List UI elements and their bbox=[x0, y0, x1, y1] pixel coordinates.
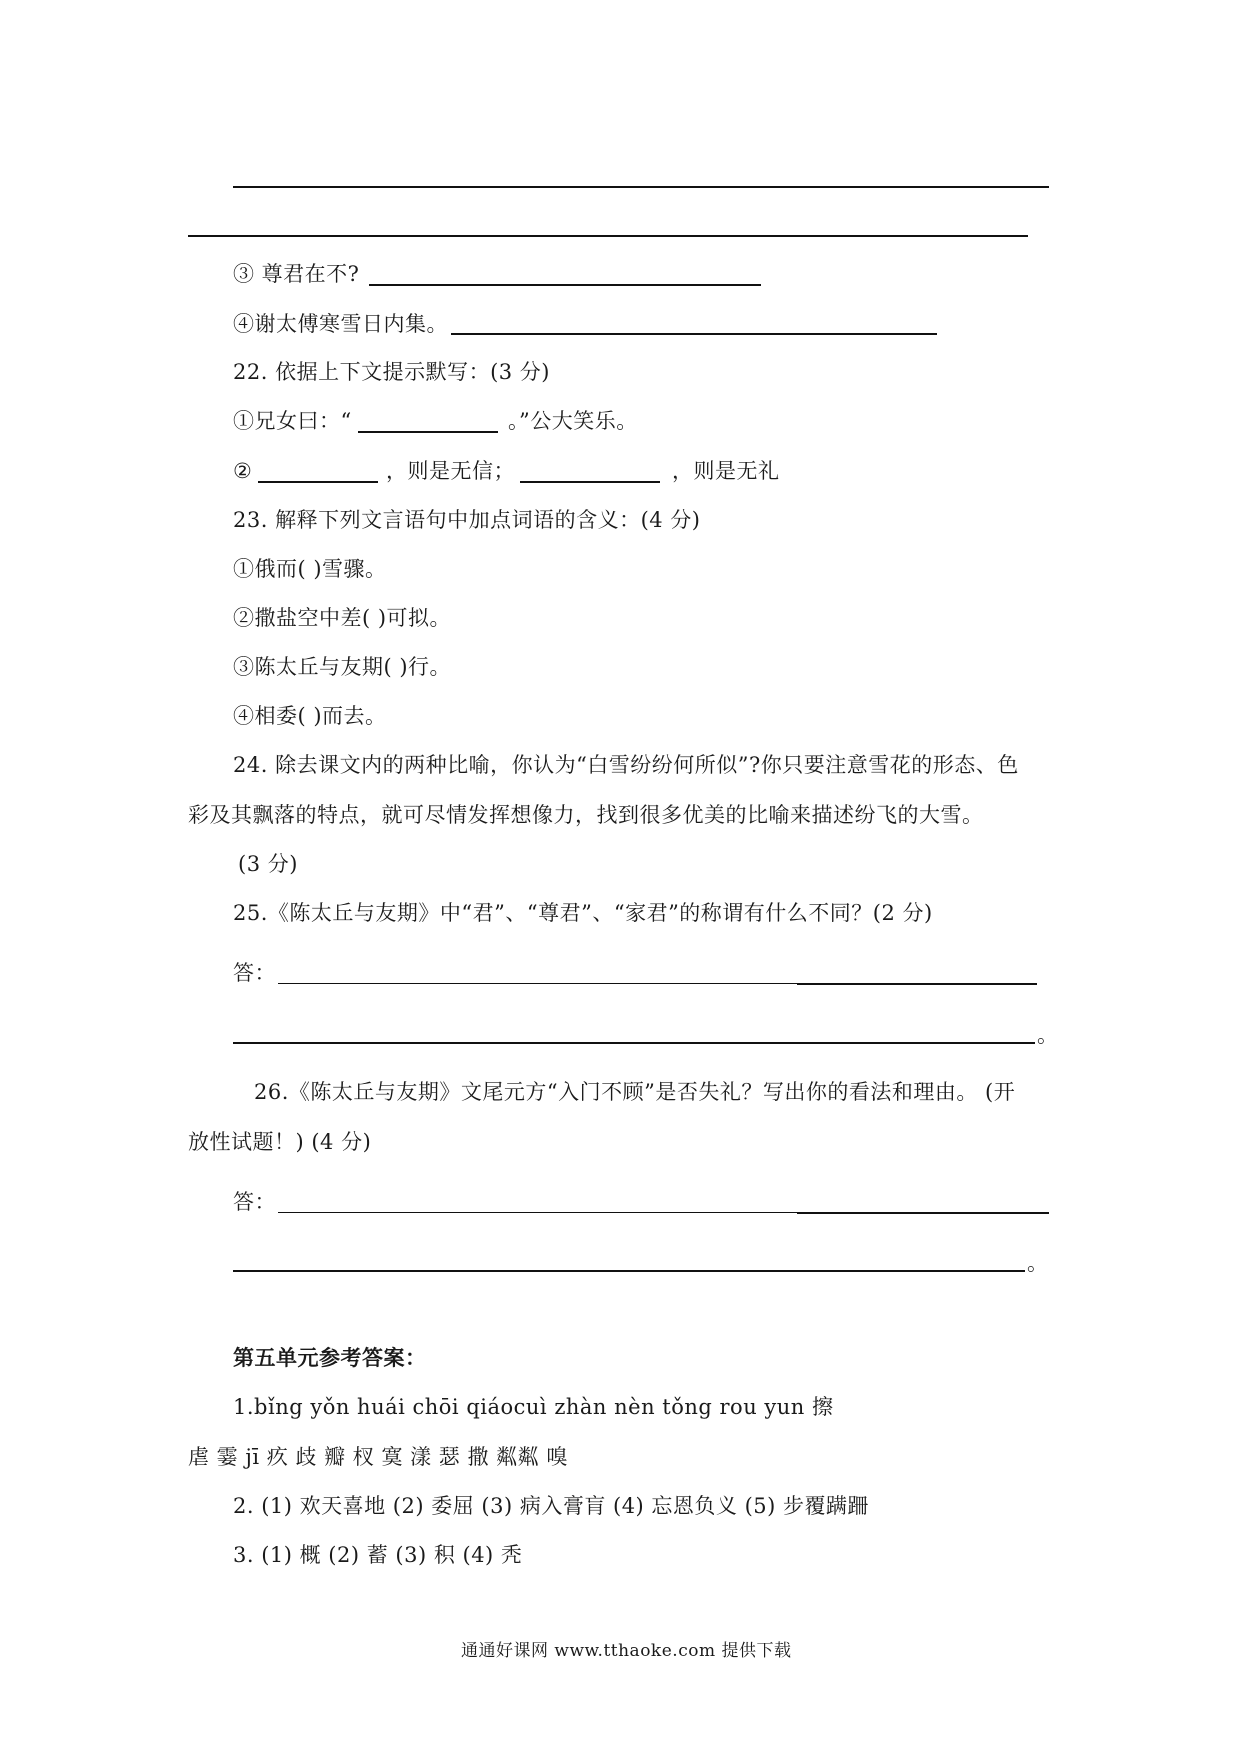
q22-item-1-pre: ①兄女曰：“ bbox=[233, 409, 352, 433]
answer-3: 3. (1) 概 (2) 蓄 (3) 积 (4) 秃 bbox=[233, 1543, 523, 1567]
answer-line bbox=[797, 983, 1037, 985]
q23-item-1: ①俄而( )雪骤。 bbox=[233, 557, 387, 581]
footer-text: 通通好课网 www.tthaoke.com 提供下载 bbox=[461, 1641, 792, 1661]
answer-line bbox=[233, 1270, 1025, 1272]
answer-line bbox=[258, 481, 378, 483]
q24-line-1: 24. 除去课文内的两种比喻，你认为“白雪纷纷何所似”?你只要注意雪花的形态、色 bbox=[233, 753, 1019, 777]
q23-title: 23. 解释下列文言语句中加点词语的含义：(4 分) bbox=[233, 508, 701, 532]
q23-item-2: ②撒盐空中差( )可拟。 bbox=[233, 606, 452, 630]
answer-2: 2. (1) 欢天喜地 (2) 委屈 (3) 病入膏肓 (4) 忘恩负义 (5) 步覆蹒跚 bbox=[233, 1494, 870, 1518]
answer-line bbox=[451, 333, 937, 335]
q21-item-3: ③ 尊君在不? bbox=[233, 262, 360, 286]
answer-line bbox=[233, 1042, 1035, 1044]
q23-item-3: ③陈太丘与友期( )行。 bbox=[233, 655, 452, 679]
answer-line bbox=[278, 983, 798, 984]
answer-line bbox=[358, 431, 498, 433]
answer-1-line-2: 虐 霎 jī 疚 歧 瓣 杈 寞 漾 瑟 撒 粼粼 嗅 bbox=[188, 1445, 568, 1469]
q22-item-1-post: 。”公大笑乐。 bbox=[508, 409, 638, 433]
answer-1-line-1: 1.bǐng yǒn huái chōi qiáocuì zhàn nèn tǒng rou yun 擦 bbox=[233, 1395, 834, 1419]
answer-line bbox=[520, 481, 660, 483]
period: 。 bbox=[1027, 1251, 1049, 1275]
answer-line bbox=[797, 1212, 1049, 1214]
period: 。 bbox=[1037, 1023, 1059, 1047]
q26-line-1: 26.《陈太丘与友期》文尾元方“入门不顾”是否失礼？写出你的看法和理由。 (开 bbox=[254, 1080, 1016, 1104]
answer-label: 答： bbox=[233, 1190, 276, 1214]
answer-line bbox=[233, 186, 1049, 188]
q22-title: 22. 依据上下文提示默写：(3 分) bbox=[233, 360, 550, 384]
q24-line-3: (3 分) bbox=[238, 852, 298, 876]
q22-item-2-mid: ，则是无信； bbox=[386, 459, 515, 483]
q26-line-2: 放性试题！) (4 分) bbox=[188, 1130, 372, 1154]
q21-item-4: ④谢太傅寒雪日内集。 bbox=[233, 312, 448, 336]
q22-item-2-pre: ② bbox=[233, 459, 253, 483]
q23-item-4: ④相委( )而去。 bbox=[233, 704, 387, 728]
answer-label: 答： bbox=[233, 961, 276, 985]
q24-line-2: 彩及其飘落的特点，就可尽情发挥想像力，找到很多优美的比喻来描述纷飞的大雪。 bbox=[188, 803, 984, 827]
q22-item-2-post: ，则是无礼 bbox=[672, 459, 780, 483]
answer-line bbox=[369, 284, 761, 286]
answer-line bbox=[188, 235, 1028, 237]
answers-heading: 第五单元参考答案： bbox=[233, 1345, 427, 1370]
q25-title: 25.《陈太丘与友期》中“君”、“尊君”、“家君”的称谓有什么不同？(2 分) bbox=[233, 901, 933, 925]
answer-line bbox=[278, 1212, 798, 1213]
